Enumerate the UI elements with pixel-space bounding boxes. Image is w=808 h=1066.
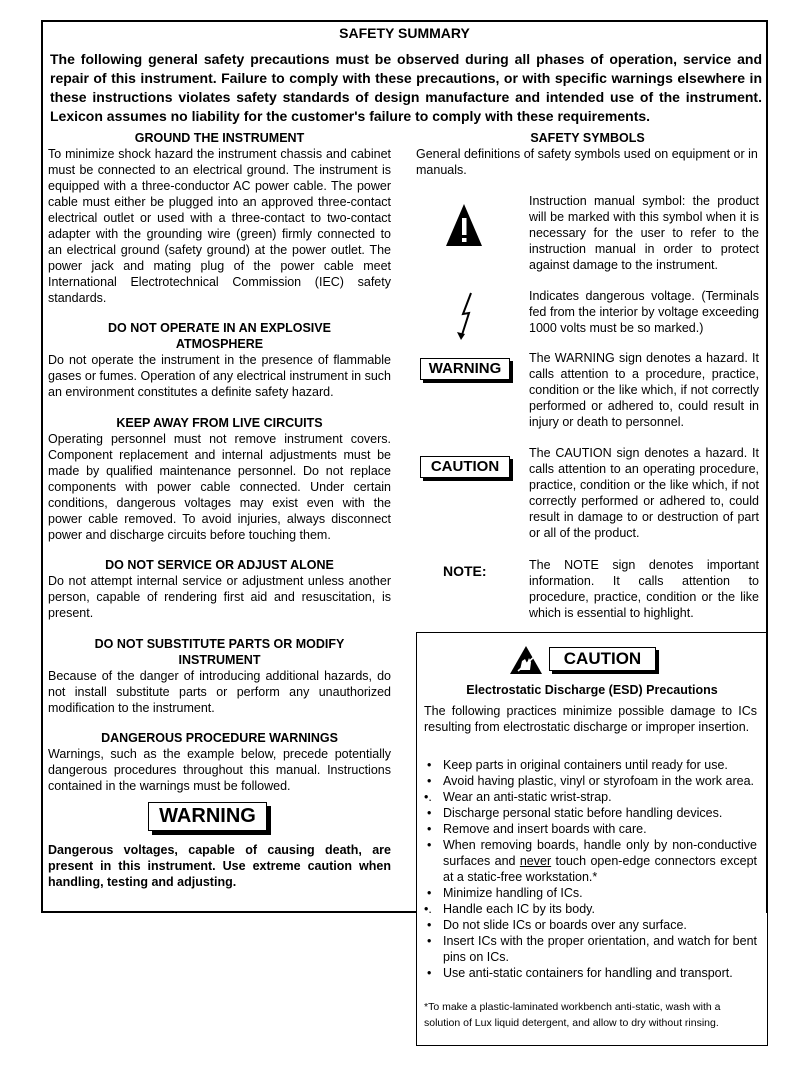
dangerous-heading: DANGEROUS PROCEDURE WARNINGS <box>101 731 338 745</box>
explosive-section <box>48 320 391 400</box>
bullet: •. <box>424 790 432 804</box>
esd-footnote: *To make a plastic-laminated workbench anti-static, wash with a solution of Lux liquid detergent, and allow to dry without rinsing. <box>424 1001 721 1029</box>
list-item-text: Use anti-static containers for handling and transport. <box>443 966 733 980</box>
bullet: • <box>427 774 432 788</box>
substitute-body: Because of the danger of introducing additional hazards, do not install substitute parts or perform any unauthorized modification to the instrument. <box>48 669 391 715</box>
service-alone-body: Do not attempt internal service or adjustment unless another person, capable of rendering first aid and resuscitation, is present. <box>48 574 391 620</box>
explosive-heading-line1: DO NOT OPERATE IN AN EXPLOSIVE <box>108 321 331 335</box>
bullet: • <box>427 934 432 948</box>
bullet: • <box>427 758 432 772</box>
list-item-text: Minimize handling of ICs. <box>443 886 583 900</box>
list-item <box>424 901 757 917</box>
caution-definition: The CAUTION sign denotes a hazard. It calls attention to an operating procedure, practice, condition or the like which, if not correctly performed or adhered to, could result in damage to or destruction of part or all of the product. <box>529 446 759 540</box>
list-item <box>424 789 757 805</box>
list-item <box>424 805 757 821</box>
list-item-text: Remove and insert boards with care. <box>443 822 647 836</box>
lightning-bolt-icon <box>454 292 478 342</box>
substitute-heading-line1: DO NOT SUBSTITUTE PARTS OR MODIFY <box>94 637 345 651</box>
note-label: NOTE: <box>443 563 487 579</box>
list-item <box>424 773 757 789</box>
list-item <box>424 933 757 965</box>
service-alone-section <box>48 557 391 621</box>
list-item <box>424 821 757 837</box>
caution-sign-small: CAUTION <box>420 456 510 478</box>
warning-sign-small: WARNING <box>420 358 510 380</box>
warning-example <box>48 842 391 890</box>
intro-paragraph: The following general safety precautions must be observed during all phases of operation, service and repair of this instrument. Failure to comply with these precautions, or with specific warnings elsewhere in these instructions violates safety standards of design manufacture and intended use of the instrument. Lexicon assumes no liability for the customer's failure to comply with these requirements. <box>50 51 762 124</box>
substitute-heading-line2: INSTRUMENT <box>178 653 261 667</box>
explosive-body: Do not operate the instrument in the presence of flammable gases or fumes. Operation of any electrical instrument in such an environment constitutes a definite safety hazard. <box>48 353 391 399</box>
substitute-section <box>48 636 391 716</box>
page-title: SAFETY SUMMARY <box>339 25 470 41</box>
live-circuits-heading: KEEP AWAY FROM LIVE CIRCUITS <box>116 416 323 430</box>
list-item <box>424 917 757 933</box>
warning-definition: The WARNING sign denotes a hazard. It calls attention to a procedure, practice, condition or the like which, if not correctly performed or adhered to, could result in injury or death to personnel. <box>529 351 759 429</box>
list-item <box>424 757 757 773</box>
emphasis-never: never <box>519 854 552 868</box>
note-definition: The NOTE sign denotes important information. It calls attention to procedure, practice, condition or the like which is essential to highlight. <box>529 558 759 620</box>
bullet: • <box>427 918 432 932</box>
list-item-text: Insert ICs with the proper orientation, and watch for bent pins on ICs. <box>443 934 757 964</box>
substitute-heading <box>48 636 391 668</box>
live-circuits-section <box>48 415 391 543</box>
safety-symbols-intro: General definitions of safety symbols used on equipment or in manuals. <box>416 147 758 177</box>
bullet: • <box>427 966 432 980</box>
list-item <box>424 885 757 901</box>
ground-section <box>48 130 391 306</box>
list-item-text: When removing boards, handle only by non-conductive surfaces and <box>443 838 757 868</box>
safety-symbols-section <box>416 130 759 178</box>
frame-border <box>41 911 417 913</box>
esd-precautions-box <box>416 632 768 1046</box>
list-item-text: Do not slide ICs or boards over any surface. <box>443 918 687 932</box>
list-item-text: Discharge personal static before handling devices. <box>443 806 723 820</box>
bullet: • <box>427 806 432 820</box>
esd-caution-sign: CAUTION <box>549 647 656 671</box>
warning-example-text: Dangerous voltages, capable of causing death, are present in this instrument. Use extreme caution when handling, testing and adjusting. <box>48 843 391 889</box>
list-item-text: Keep parts in original containers until ready for use. <box>443 758 728 772</box>
list-item-text: touch open-edge connectors except at a static-free workstation.* <box>443 854 757 884</box>
manual-symbol-text: Instruction manual symbol: the product will be marked with this symbol when it is necessary for the user to refer to the instruction manual in order to protect against damage to the instrument. <box>529 194 759 272</box>
ground-heading: GROUND THE INSTRUMENT <box>134 131 305 145</box>
esd-intro: The following practices minimize possible damage to ICs resulting from electrostatic discharge or improper insertion. <box>424 704 757 734</box>
list-item-text: Wear an anti-static wrist-strap. <box>443 790 612 804</box>
bullet: • <box>427 838 432 852</box>
esd-precautions-list <box>424 757 757 981</box>
list-item <box>424 837 757 885</box>
esd-hand-triangle-icon <box>509 645 543 675</box>
ground-body: To minimize shock hazard the instrument chassis and cabinet must be connected to an electrical ground. The instrument is equipped with a three-conductor AC power cable. The power cable must either be plugged into an approved three-contact electrical outlet or used with a three-contact to two-contact adapter with the grounding wire (green) firmly connected to an electrical ground (safety ground) at the power outlet. The power jack and mating plug of the power cable meet International Electrotechnical Commission (IEC) safety standards. <box>48 147 391 305</box>
esd-title: Electrostatic Discharge (ESD) Precautions <box>466 683 718 697</box>
bullet: • <box>427 822 432 836</box>
list-item-text: Handle each IC by its body. <box>443 902 595 916</box>
safety-symbols-heading: SAFETY SYMBOLS <box>530 131 645 145</box>
list-item <box>424 965 757 981</box>
dangerous-body: Warnings, such as the example below, precede potentially dangerous procedures throughout this manual. Instructions contained in the warnings must be followed. <box>48 747 391 793</box>
live-circuits-body: Operating personnel must not remove instrument covers. Component replacement and internal adjustments must be made by qualified maintenance personnel. Do not replace components with power cable connected. Under certain conditions, dangerous voltages may exist even with the power cable removed. To avoid injuries, always disconnect power and discharge circuits before touching them. <box>48 432 391 542</box>
caution-triangle-icon <box>445 203 483 247</box>
warning-sign: WARNING <box>148 802 267 831</box>
bullet: •. <box>424 902 432 916</box>
voltage-text: Indicates dangerous voltage. (Terminals fed from the interior by voltage exceeding 1000 volts must be so marked.) <box>529 289 759 335</box>
frame-border-right <box>766 20 768 632</box>
service-alone-heading: DO NOT SERVICE OR ADJUST ALONE <box>105 558 334 572</box>
list-item-text: Avoid having plastic, vinyl or styrofoam in the work area. <box>443 774 755 788</box>
explosive-heading-line2: ATMOSPHERE <box>175 337 264 351</box>
explosive-heading <box>48 320 391 352</box>
dangerous-section <box>48 730 391 794</box>
bullet: • <box>427 886 432 900</box>
